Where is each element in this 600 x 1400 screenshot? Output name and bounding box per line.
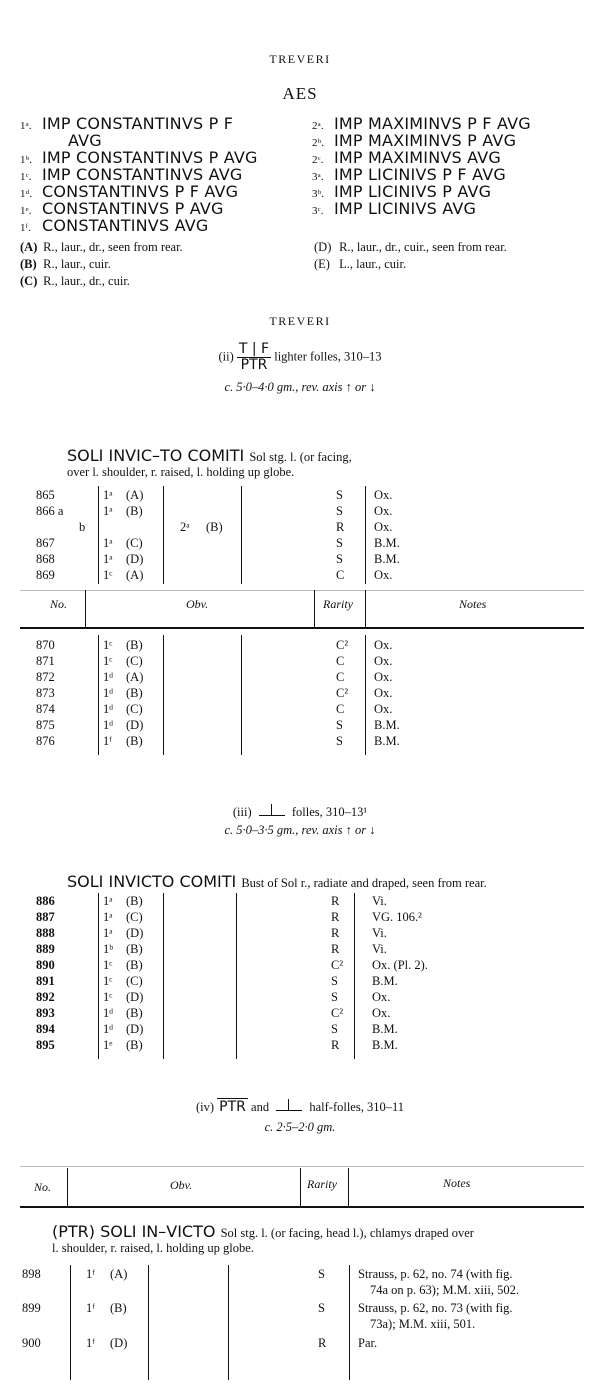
column-header-notes: Notes <box>443 1176 471 1190</box>
table-row: 892 1ᶜ (D) S Ox. <box>36 990 391 1004</box>
table-row: 869 1ᶜ (A) C Ox. <box>36 568 393 582</box>
section-ii-weight: c. 5·0–4·0 gm., rev. axis ↑ or ↓ <box>224 380 376 394</box>
table-row: 898 1ᶠ (A) S Strauss, p. 62, no. 74 (with fig. <box>22 1267 513 1281</box>
legend-item: 1ᵃ. IMP CONSTANTINVS P F <box>20 114 234 133</box>
type-title: SOLI INVICTO COMITI Bust of Sol r., radiate and draped, seen from rear. <box>67 872 487 891</box>
legend-item: 1ᵈ. CONSTANTINVS P F AVG <box>20 182 239 201</box>
section-ii-heading: (ii) T | F PTR lighter folles, 310–13 <box>218 341 382 373</box>
table-row: 887 1ᵃ (C) R VG. 106.² <box>36 910 422 924</box>
table-row: 886 1ᵃ (B) R Vi. <box>36 894 387 908</box>
table-row: 872 1ᵈ (A) C Ox. <box>36 670 393 684</box>
legend-item: 2ᵇ. IMP MAXIMINVS P AVG <box>312 131 517 150</box>
section-iv-weight: c. 2·5–2·0 gm. <box>264 1120 336 1134</box>
section-mint-title: TREVERI <box>269 314 331 328</box>
legend-item: 3ᵇ. IMP LICINIVS P AVG <box>312 182 492 201</box>
table-row: 868 1ᵃ (D) S B.M. <box>36 552 400 566</box>
table-row: 870 1ᶜ (B) C² Ox. <box>36 638 393 652</box>
type-title: SOLI INVIC–TO COMITI Sol stg. l. (or facing, <box>67 446 352 465</box>
type-title: (PTR) SOLI IN–VICTO Sol stg. l. (or facing, head l.), chlamys draped over <box>52 1222 474 1241</box>
legend-item: 2ᶜ. IMP MAXIMINVS AVG <box>312 148 502 167</box>
section-iv-heading: (iv) PTR and half-folles, 310–11 <box>195 1099 404 1115</box>
mint-mark: T | F PTR <box>238 341 270 373</box>
table-row: 873 1ᵈ (B) C² Ox. <box>36 686 393 700</box>
bust-type: (A) R., laur., dr., seen from rear. <box>20 240 183 254</box>
table-row: 874 1ᵈ (C) C Ox. <box>36 702 393 716</box>
column-header-obv: Obv. <box>170 1178 193 1192</box>
legend-item: 1ᵇ. IMP CONSTANTINVS P AVG <box>20 148 258 167</box>
column-header-obv: Obv. <box>186 597 209 611</box>
table-row: 891 1ᶜ (C) S B.M. <box>36 974 398 988</box>
mint-mark-empty <box>276 1098 302 1111</box>
column-header-no: No. <box>34 1180 52 1194</box>
mint-mark-ptr: PTR <box>219 1099 246 1115</box>
type-description: over l. shoulder, r. raised, l. holding up globe. <box>67 465 295 479</box>
table-row: 893 1ᵈ (B) C² Ox. <box>36 1006 391 1020</box>
page-header-title: TREVERI <box>269 52 331 66</box>
column-header-rarity: Rarity <box>323 597 353 611</box>
table-row: 899 1ᶠ (B) S Strauss, p. 62, no. 73 (with fig. <box>22 1301 513 1315</box>
table-row: 866 a 1ᵃ (B) S Ox. <box>36 504 393 518</box>
table-row: 895 1ᵉ (B) R B.M. <box>36 1038 398 1052</box>
table-row-note: 74a on p. 63); M.M. xiii, 502. <box>370 1283 519 1297</box>
legend-item: 1ᶜ. IMP CONSTANTINVS AVG <box>20 165 243 184</box>
bust-type: (E) L., laur., cuir. <box>314 257 407 271</box>
table-row: 894 1ᵈ (D) S B.M. <box>36 1022 398 1036</box>
legend-item: 1ᶠ. CONSTANTINVS AVG <box>20 216 209 235</box>
legend-item: 1ᵉ. CONSTANTINVS P AVG <box>20 199 224 218</box>
table-row: 889 1ᵇ (B) R Vi. <box>36 942 387 956</box>
column-header-rarity: Rarity <box>307 1177 337 1191</box>
section-iii-heading: (iii) folles, 310–13¹ <box>232 805 368 819</box>
table-row: 876 1ᶠ (B) S B.M. <box>36 734 400 748</box>
table-row: 865 1ᵃ (A) S Ox. <box>36 488 393 502</box>
table-row: 867 1ᵃ (C) S B.M. <box>36 536 400 550</box>
legend-item-continuation: AVG <box>68 131 102 150</box>
table-row: 888 1ᵃ (D) R Vi. <box>36 926 387 940</box>
table-row: 871 1ᶜ (C) C Ox. <box>36 654 393 668</box>
legend-item: 2ᵃ. IMP MAXIMINVS P F AVG <box>312 114 531 133</box>
page-header-subtitle: AES <box>282 84 318 103</box>
column-header-notes: Notes <box>459 597 487 611</box>
table-row: 890 1ᶜ (B) C² Ox. (Pl. 2). <box>36 958 428 972</box>
bust-type: (D) R., laur., dr., cuir., seen from rear. <box>314 240 507 254</box>
bust-type: (B) R., laur., cuir. <box>20 257 111 271</box>
table-row: 900 1ᶠ (D) R Par. <box>22 1336 378 1350</box>
legend-item: 3ᵃ. IMP LICINIVS P F AVG <box>312 165 506 184</box>
section-iii-weight: c. 5·0–3·5 gm., rev. axis ↑ or ↓ <box>224 823 376 837</box>
column-header-no: No. <box>50 597 68 611</box>
legend-item: 3ᶜ. IMP LICINIVS AVG <box>312 199 477 218</box>
table-row-note: 73a); M.M. xiii, 501. <box>370 1317 476 1331</box>
table-row: b 2ᵃ (B) R Ox. <box>79 520 393 534</box>
type-description: l. shoulder, r. raised, l. holding up globe. <box>52 1241 254 1255</box>
bust-type: (C) R., laur., dr., cuir. <box>20 274 130 288</box>
mint-mark-empty <box>259 803 285 816</box>
table-row: 875 1ᵈ (D) S B.M. <box>36 718 400 732</box>
